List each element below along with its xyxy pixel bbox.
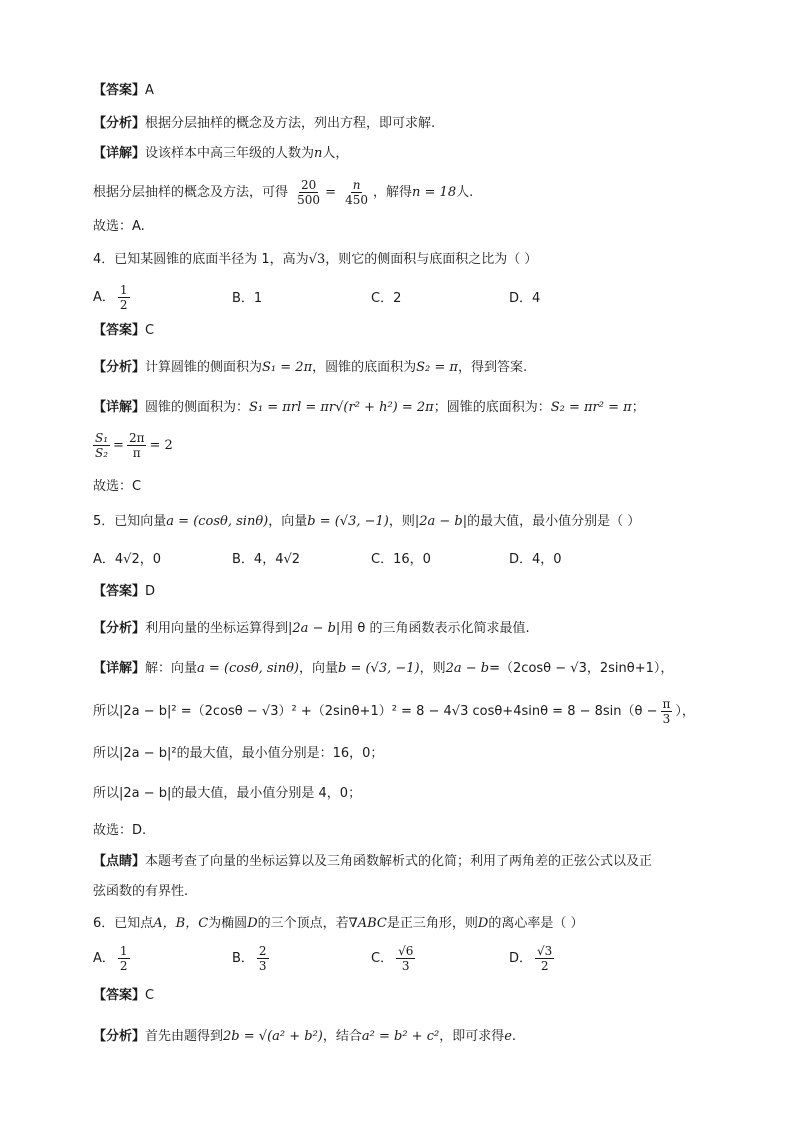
option-label: B． <box>232 951 254 966</box>
fraction <box>396 944 415 973</box>
q6-option-b[interactable] <box>232 944 272 973</box>
numerator: 1 <box>119 944 128 958</box>
numerator: 20 <box>300 178 317 192</box>
detail-text: ，向量 <box>298 661 338 676</box>
q4-option-a[interactable] <box>93 283 133 312</box>
analysis-tag: 【分析】 <box>93 1029 146 1044</box>
q4-answer-line <box>93 321 154 341</box>
detail-tag: 【详解】 <box>93 661 146 676</box>
option-label: A． <box>93 951 115 966</box>
vector-b: b = (√3, −1) <box>338 661 420 676</box>
question-text: 6．已知点 <box>93 916 154 931</box>
detail-text: =（2cosθ − √3，2sinθ+1）， <box>489 661 674 676</box>
detail-text: 设该样本中高三年级的人数为 <box>145 146 315 161</box>
numerator: S₁ <box>95 431 109 445</box>
q3-detail-line-2: 根据分层抽样的概念及方法，可得 $\frac{20}{500}$ = $\frac{n}{450}$ ，解得n = 18人. <box>93 178 474 207</box>
math-expr: S₁ = πrl = πr√(r² + h²) = 2π <box>249 400 434 415</box>
q5-detail-line-2 <box>93 697 695 727</box>
math-expr: S₁ = 2π <box>262 360 313 375</box>
fraction <box>535 944 554 973</box>
question-text: 的离心率是（ ） <box>488 916 584 931</box>
detail-tag: 【详解】 <box>93 400 146 415</box>
fraction <box>257 944 269 973</box>
numerator: √3 <box>537 944 553 958</box>
fraction-2pi-pi <box>127 431 147 460</box>
var-n: n <box>314 146 323 161</box>
denominator: 450 <box>345 193 369 207</box>
q5-conclusion: 故选：D. <box>93 823 147 838</box>
math-expr: 2b = √(a² + b²) <box>223 1029 323 1044</box>
detail-text: ，则 <box>419 661 446 676</box>
analysis-text: . <box>511 1029 517 1044</box>
vector-a: a = (cosθ, sinθ) <box>166 514 269 529</box>
detail-tag: 【详解】 <box>93 146 146 161</box>
math-expr: ∇ABC <box>348 916 387 931</box>
question-text: ，则它的侧面积与底面积之比为（ ） <box>325 252 538 267</box>
analysis-tag: 【分析】 <box>93 621 146 636</box>
option-label: D． <box>509 951 533 966</box>
fraction-1-2 <box>118 283 130 312</box>
q5-option-c[interactable]: C．16，0 <box>371 552 431 567</box>
answer-tag: 【答案】 <box>93 988 146 1003</box>
q5-answer-line <box>93 582 155 602</box>
math-expr: S₂ = πr² = π <box>550 400 632 415</box>
denominator: 2 <box>540 959 549 973</box>
detail-text: ，解得 <box>373 185 413 200</box>
math-expr: D <box>247 916 258 931</box>
question-text: 5．已知向量 <box>93 514 167 529</box>
detail-text: ；圆锥的底面积为： <box>433 400 551 415</box>
math-expr: D <box>477 916 489 931</box>
analysis-tag: 【分析】 <box>93 360 146 375</box>
answer-tag: 【答案】 <box>93 83 146 98</box>
detail-text: ）， <box>675 704 695 719</box>
math-expr: |2a − b|² =（2cosθ − √3）² +（2sinθ+1）² = 8 − 4√3 cosθ+4sinθ = 8 − 8sin（θ − <box>119 704 658 719</box>
numerator: π <box>662 697 671 711</box>
q5-detail-line-3: 所以|2a − b|²的最大值，最小值分别是：16，0； <box>93 746 384 761</box>
math-expr: |2a − b| <box>414 514 468 529</box>
math-expr: = 2 <box>149 438 173 453</box>
numerator: 1 <box>119 283 128 297</box>
q5-option-d[interactable]: D．4，0 <box>509 552 562 567</box>
denominator: 3 <box>662 712 671 726</box>
detail-text: 圆锥的侧面积为： <box>145 400 250 415</box>
analysis-text: 用 θ 的三角函数表示化简求最值. <box>340 621 530 636</box>
numerator: n <box>352 178 361 192</box>
denominator: 2 <box>119 298 128 312</box>
denominator: 500 <box>297 193 321 207</box>
analysis-text: ，得到答案. <box>457 360 528 375</box>
q5-question <box>93 512 640 532</box>
question-text: 4．已知某圆锥的底面半径为 1，高为 <box>93 252 309 267</box>
denominator: π <box>132 446 141 460</box>
math-expr: |2a − b| <box>288 621 341 636</box>
fraction-s1-s2 <box>93 431 110 460</box>
question-text: 的最大值，最小值分别是（ ） <box>467 514 641 529</box>
math-expr: a² = b² + c² <box>361 1029 440 1044</box>
math-expr: e <box>504 1029 512 1044</box>
comment-text: 本题考查了向量的坐标运算以及三角函数解析式的化简；利用了两角差的正弦公式以及正 <box>145 854 653 869</box>
detail-text: 人， <box>322 146 349 161</box>
q6-answer-line <box>93 986 154 1006</box>
q3-analysis-line <box>93 114 435 134</box>
math-expr: A，B，C <box>153 916 209 931</box>
fraction <box>118 944 130 973</box>
q5-analysis-line <box>93 619 530 639</box>
numerator: 2 <box>258 944 267 958</box>
question-text: 是正三角形，则 <box>386 916 478 931</box>
detail-text: 人. <box>456 185 474 200</box>
detail-text: 根据分层抽样的概念及方法，可得 <box>93 185 289 200</box>
analysis-text: 利用向量的坐标运算得到 <box>145 621 289 636</box>
detail-text: 解：向量 <box>145 661 198 676</box>
q5-option-b[interactable]: B．4，4√2 <box>232 552 301 567</box>
answer-value: C <box>145 323 155 338</box>
q4-option-b[interactable]: B．1 <box>232 291 263 306</box>
q3-answer-line <box>93 81 154 101</box>
q5-comment-line-1 <box>93 852 652 872</box>
q4-option-d[interactable]: D．4 <box>509 291 541 306</box>
question-text: 为椭圆 <box>208 916 248 931</box>
denominator: 2 <box>119 959 128 973</box>
answer-tag: 【答案】 <box>93 584 146 599</box>
comment-tag: 【点睛】 <box>93 854 146 869</box>
q6-option-a[interactable] <box>93 944 133 973</box>
analysis-text: ，即可求得 <box>439 1029 505 1044</box>
answer-tag: 【答案】 <box>93 323 146 338</box>
fraction-n-450 <box>343 178 370 207</box>
vector-a: a = (cosθ, sinθ) <box>197 661 299 676</box>
sqrt-3: √3 <box>308 252 326 267</box>
q5-detail-line-4: 所以|2a − b|的最大值，最小值分别是 4，0； <box>93 786 362 801</box>
q3-conclusion: 故选：A. <box>93 219 145 234</box>
numerator: √6 <box>398 944 414 958</box>
analysis-text: 计算圆锥的侧面积为 <box>145 360 263 375</box>
denominator: 3 <box>258 959 267 973</box>
math-expr: n = 18 <box>412 185 457 200</box>
question-text: 的三个顶点，若 <box>257 916 349 931</box>
vector-b: b = (√3, −1) <box>307 514 389 529</box>
fraction-pi-3 <box>661 697 673 726</box>
numerator: 2π <box>128 431 145 445</box>
analysis-text: 首先由题得到 <box>145 1029 224 1044</box>
math-expr: S₂ = π <box>416 360 458 375</box>
answer-value: C <box>145 988 155 1003</box>
analysis-text: ，圆锥的底面积为 <box>312 360 417 375</box>
detail-text: 所以 <box>93 704 120 719</box>
q4-detail-line-1 <box>93 398 645 418</box>
q6-question <box>93 914 583 934</box>
q4-question <box>93 250 537 270</box>
answer-value: A <box>145 83 154 98</box>
option-label: A． <box>93 290 115 305</box>
q5-option-a[interactable]: A．4√2，0 <box>93 552 161 567</box>
q5-detail-line-1 <box>93 659 673 679</box>
q5-comment-line-2: 弦函数的有界性. <box>93 884 189 899</box>
q4-option-c[interactable]: C．2 <box>371 291 402 306</box>
denominator: 3 <box>401 959 410 973</box>
q4-analysis-line <box>93 358 527 378</box>
q6-option-d[interactable] <box>509 944 557 973</box>
analysis-tag: 【分析】 <box>93 116 146 131</box>
q4-detail-line-2: $\frac{\text{S₁}}{\text{S₂}}$ = $\frac{2\pi}{\pi}$ = 2 <box>95 431 173 460</box>
detail-text: ； <box>631 400 645 415</box>
fraction-20-500 <box>295 178 322 207</box>
denominator: S₂ <box>95 446 109 460</box>
math-expr: 2a − b <box>445 661 490 676</box>
q4-conclusion: 故选：C <box>93 479 142 494</box>
option-label: C． <box>371 951 394 966</box>
question-text: ，则 <box>388 514 415 529</box>
q6-option-c[interactable] <box>371 944 418 973</box>
analysis-text: 根据分层抽样的概念及方法，列出方程，即可求解. <box>145 116 436 131</box>
q6-analysis-line <box>93 1027 516 1047</box>
question-text: ，向量 <box>268 514 308 529</box>
q3-detail-line-1 <box>93 144 348 164</box>
answer-value: D <box>145 584 156 599</box>
analysis-text: ，结合 <box>322 1029 362 1044</box>
